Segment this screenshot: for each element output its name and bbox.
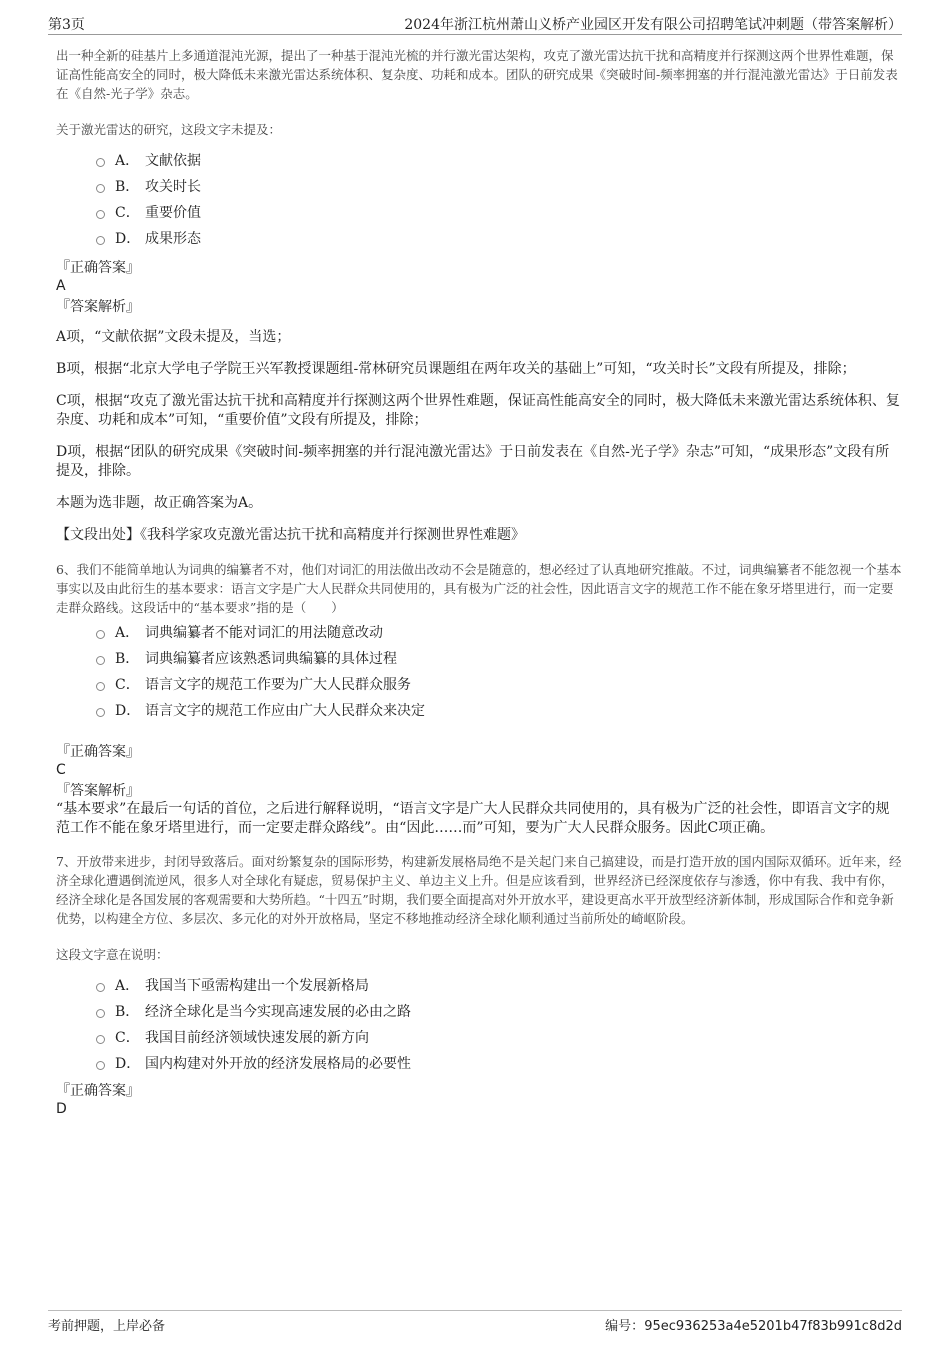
radio-icon[interactable] (96, 656, 105, 665)
q7-prompt: 这段文字意在说明： (56, 947, 169, 962)
q6-option-d[interactable]: D． 语言文字的规范工作应由广大人民群众来决定 (96, 697, 902, 723)
q7-option-b[interactable]: B． 经济全球化是当今实现高速发展的必由之路 (96, 998, 902, 1024)
q5-passage: 出一种全新的硅基片上多通道混沌光源，提出了一种基于混沌光梳的并行激光雷达架构，攻克了激光雷达抗干扰和高精度并行探测这两个世界性难题，保证高性能高安全的同时，极大降低未来激光雷达系统体积、复杂度、功耗和成本。团队的研究成果《突破时间-频率拥塞的并行混沌激光雷达》于日前发表在《自然-光子学》杂志。 (56, 48, 898, 101)
q5-source: 【文段出处】《我科学家攻克激光雷达抗干扰和高精度并行探测世界性难题》 (56, 527, 525, 543)
q5-analysis-conclusion: 本题为选非题，故正确答案为A。 (56, 495, 263, 511)
q6-option-b[interactable]: B． 词典编纂者应该熟悉词典编纂的具体过程 (96, 645, 902, 671)
radio-icon[interactable] (96, 1009, 105, 1018)
page-content (56, 46, 902, 1118)
q5-analysis-b: B项，根据“北京大学电子学院王兴军教授课题组-常林研究员课题组在两年攻关的基础上”可知，“攻关时长”文段有所提及，排除； (56, 361, 856, 377)
q7-options (96, 972, 902, 1076)
q5-answer: A (56, 278, 66, 294)
q5-analysis-label: 『答案解析』 (56, 299, 140, 315)
radio-icon[interactable] (96, 184, 105, 193)
radio-icon[interactable] (96, 682, 105, 691)
radio-icon[interactable] (96, 1061, 105, 1070)
q7-answer: D (56, 1101, 67, 1117)
footer-code (605, 1315, 902, 1334)
radio-icon[interactable] (96, 983, 105, 992)
q7-option-c[interactable]: C． 我国目前经济领域快速发展的新方向 (96, 1024, 902, 1050)
q7-option-a[interactable]: A． 我国当下亟需构建出一个发展新格局 (96, 972, 902, 998)
q5-question: 关于激光雷达的研究，这段文字未提及： (56, 122, 282, 137)
document-title: 2024年浙江杭州萧山义桥产业园区开发有限公司招聘笔试冲刺题（带答案解析） (404, 17, 902, 33)
q5-analysis-d: D项，根据“团队的研究成果《突破时间-频率拥塞的并行混沌激光雷达》于日前发表在《自然-光子学》杂志”可知，“成果形态”文段有所提及，排除。 (56, 444, 890, 479)
page-header (48, 12, 902, 35)
q6-analysis: “基本要求”在最后一句话的首位，之后进行解释说明，“语言文字是广大人民群众共同使用的，具有极为广泛的社会性，即语言文字的规范工作不能在象牙塔里进行，而一定要走群众路线”。由“因此……而”可知，要为广大人民群众服务。因此C项正确。 (56, 801, 890, 836)
radio-icon[interactable] (96, 210, 105, 219)
q5-option-c[interactable]: C． 重要价值 (96, 199, 902, 225)
q5-answer-label: 『正确答案』 (56, 260, 140, 276)
q6-options (96, 619, 902, 723)
q6-question: 6、我们不能简单地认为词典的编纂者不对，他们对词汇的用法做出改动不会是随意的，想必经过了认真地研究推敲。不过，词典编纂者不能忽视一个基本事实以及由此衍生的基本要求：语言文字是广大人民群众共同使用的，具有极为广泛的社会性，因此语言文字的规范工作不能在象牙塔里进行，而一定要走群众路线。这段话中的“基本要求”指的是（ ） (56, 562, 902, 615)
radio-icon[interactable] (96, 158, 105, 167)
q5-analysis-a: A项，“文献依据”文段未提及，当选； (56, 329, 291, 345)
footer-slogan: 考前押题，上岸必备 (48, 1319, 166, 1334)
footer-code-label: 编号： (605, 1319, 645, 1334)
q6-analysis-label: 『答案解析』 (56, 783, 140, 799)
page-number: 第3页 (48, 17, 85, 33)
q6-option-c[interactable]: C． 语言文字的规范工作要为广大人民群众服务 (96, 671, 902, 697)
q5-analysis-c: C项，根据“攻克了激光雷达抗干扰和高精度并行探测这两个世界性难题，保证高性能高安全的同时，极大降低未来激光雷达系统体积、复杂度、功耗和成本”可知，“重要价值”文段有所提及，排除； (56, 393, 900, 428)
q6-answer-label: 『正确答案』 (56, 744, 140, 760)
q6-answer: C (56, 762, 66, 778)
q5-options (96, 147, 902, 251)
q5-option-b[interactable]: B． 攻关时长 (96, 173, 902, 199)
radio-icon[interactable] (96, 1035, 105, 1044)
radio-icon[interactable] (96, 236, 105, 245)
q7-option-d[interactable]: D． 国内构建对外开放的经济发展格局的必要性 (96, 1050, 902, 1076)
q6-option-a[interactable]: A． 词典编纂者不能对词汇的用法随意改动 (96, 619, 902, 645)
radio-icon[interactable] (96, 708, 105, 717)
page-footer (48, 1310, 902, 1337)
q7-question: 7、开放带来进步，封闭导致落后。面对纷繁复杂的国际形势，构建新发展格局绝不是关起门来自己搞建设，而是打造开放的国内国际双循环。近年来，经济全球化遭遇倒流逆风，很多人对全球化有疑虑，贸易保护主义、单边主义上升。但是应该看到，世界经济已经深度依存与渗透，你中有我、我中有你，经济全球化是各国发展的客观需要和大势所趋。“十四五”时期，我们要全面提高对外开放水平，建设更高水平开放型经济新体制，形成国际合作和竞争新优势，以构建全方位、多层次、多元化的对外开放格局，坚定不移地推动经济全球化顺利通过当前所处的崎岖阶段。 (56, 854, 902, 926)
radio-icon[interactable] (96, 630, 105, 639)
q5-option-d[interactable]: D． 成果形态 (96, 225, 902, 251)
q7-answer-label: 『正确答案』 (56, 1083, 140, 1099)
q5-option-a[interactable]: A． 文献依据 (96, 147, 902, 173)
footer-code-value: 95ec936253a4e5201b47f83b991c8d2d (644, 1319, 902, 1334)
